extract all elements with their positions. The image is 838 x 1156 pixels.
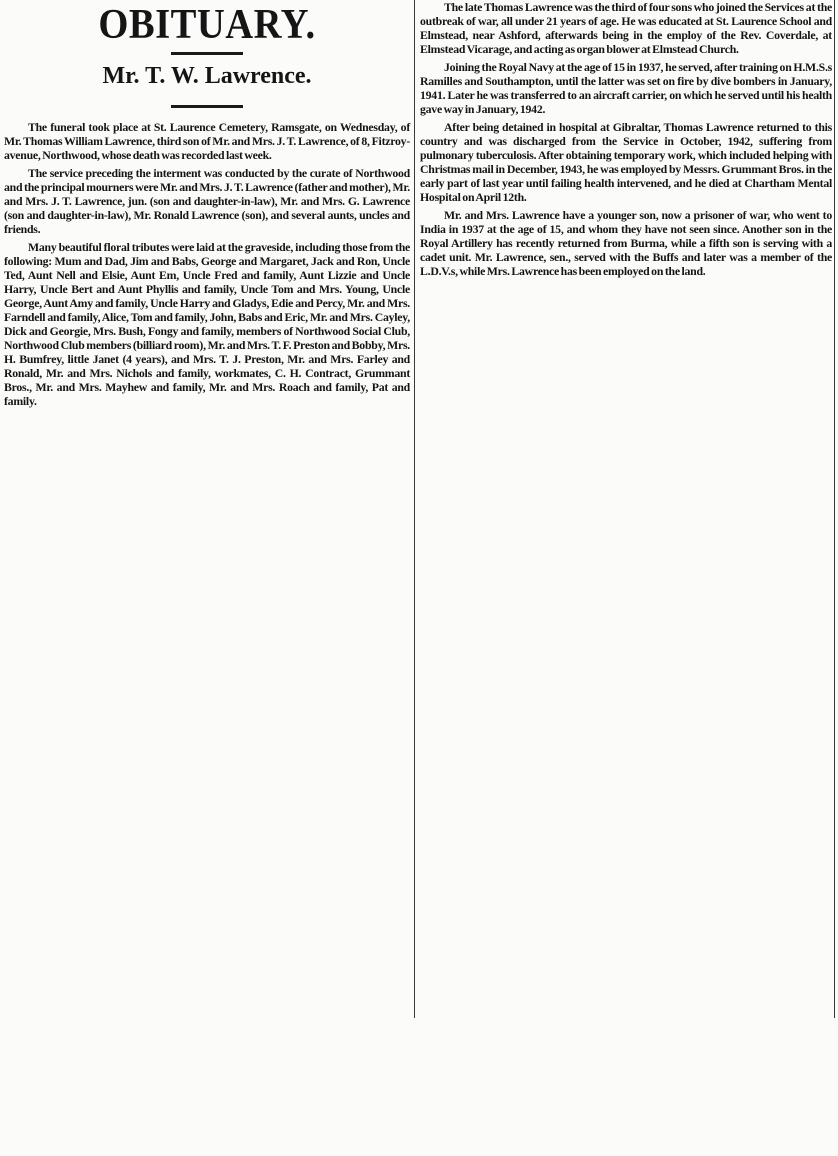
subhead-rule <box>171 105 243 108</box>
paragraph-family: Mr. and Mrs. Lawrence have a younger son, now a prisoner of war, who went to India in 1937 at the age of 15, and whom they have not seen since. Another son in the Royal Artillery has recently returned from Burma, while a fifth son is serving with a cadet unit. Mr. Lawrence, sen., served with the Buffs and later was a member of the L.D.V.s, while Mrs. Lawrence has been employed on the land. <box>420 207 832 278</box>
paragraph-biography: The late Thomas Lawrence was the third of four sons who joined the Services at the outbreak of war, all under 21 years of age. He was educated at St. Laurence School and Elmstead, near Ashford, afterwards being in the employ of the Rev. Coverdale, at Elmstead Vicarage, and acting as organ blower at Elmstead Church. <box>420 0 832 56</box>
obituary-heading: OBITUARY. <box>98 2 316 48</box>
paragraph-hospital: After being detained in hospital at Gibraltar, Thomas Lawrence returned to this country and was discharged from the Service in October, 1942, suffering from pulmonary tuberculosis. After obtaining temporary work, which included helping with Christmas mail in December, 1943, he was employed by Messrs. Grummant Bros. in the early part of last year until failing health intervened, and he died at Chartham Mental Hospital on April 12th. <box>420 119 832 204</box>
obituary-subject-name: Mr. T. W. Lawrence. <box>102 63 312 89</box>
paragraph-service: The service preceding the interment was conducted by the curate of Northwood and the principal mourners were Mr. and Mrs. J. T. Lawrence (father and mother), Mr. and Mrs. J. T. Lawrence, jun. (son and daughter-in-law), Mr. and Mrs. G. Lawrence (son and daughter-in-law), Mr. Ronald Lawrence (son), and several aunts, uncles and friends. <box>4 165 410 236</box>
column-divider <box>414 0 415 1018</box>
left-column <box>4 0 410 1156</box>
heading-rule <box>171 52 243 55</box>
paragraph-funeral: The funeral took place at St. Laurence Cemetery, Ramsgate, on Wednesday, of Mr. Thomas William Lawrence, third son of Mr. and Mrs. J. T. Lawrence, of 8, Fitzroy-avenue, Northwood, whose death was recorded last week. <box>4 120 410 162</box>
right-edge-rule <box>834 0 835 1018</box>
paragraph-royal-navy: Joining the Royal Navy at the age of 15 in 1937, he served, after training on H.M.S.s Ramilles and Southampton, until the latter was set on fire by dive bombers in January, 1941. Later he was transferred to an aircraft carrier, on which he served until his health gave way in January, 1942. <box>420 59 832 116</box>
right-column <box>420 0 832 1018</box>
paragraph-floral-tributes: Many beautiful floral tributes were laid at the graveside, including those from the following: Mum and Dad, Jim and Babs, George and Margaret, Jack and Ron, Uncle Ted, Aunt Nell and Elsie, Aunt Em, Uncle Fred and family, Aunt Lizzie and Uncle Harry, Uncle Bert and Aunt Phyllis and family, Uncle Tom and Mrs. Young, Uncle George, Aunt Amy and family, Uncle Harry and Gladys, Edie and Percy, Mr. and Mrs. Farndell and family, Alice, Tom and family, John, Babs and Eric, Mr. and Mrs. Cayley, Dick and Georgie, Mrs. Bush, Fongy and family, members of Northwood Social Club, Northwood Club members (billiard room), Mr. and Mrs. T. F. Preston and Bobby, Mrs. H. Bumfrey, little Janet (4 years), and Mrs. T. J. Preston, Mr. and Mrs. Farley and Ronald, Mr. and Mrs. Nichols and family, workmates, C. H. Contract, Grummant Bros., Mr. and Mrs. Mayhew and family, Mr. and Mrs. Roach and family, Pat and family. <box>4 239 410 408</box>
